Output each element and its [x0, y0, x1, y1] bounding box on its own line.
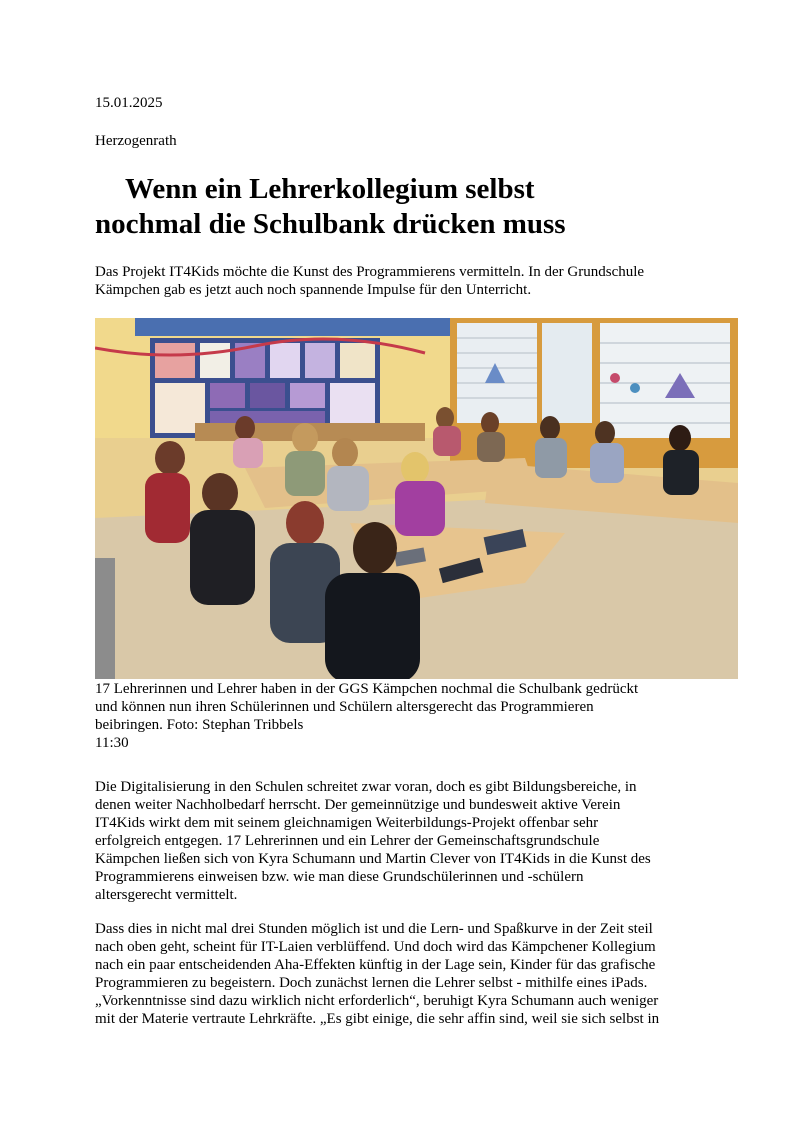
paragraph-1-line: Kämpchen ließen sich von Kyra Schumann und Martin Clever von IT4Kids in die Kunst des [95, 851, 651, 867]
paragraph-2-line: Dass dies in nicht mal drei Stunden möglich ist und die Lern- und Spaßkurve in der Zeit steil [95, 921, 653, 937]
article-lead [95, 263, 735, 299]
caption-line-1: 17 Lehrerinnen und Lehrer haben in der GGS Kämpchen nochmal die Schulbank gedrückt [95, 681, 639, 697]
article-time: 11:30 [95, 735, 129, 751]
caption-line-3: beibringen. Foto: Stephan Tribbels [95, 717, 304, 733]
paragraph-1-line: erfolgreich entgegen. 17 Lehrerinnen und ein Lehrer der Gemeinschaftsgrundschule [95, 833, 600, 849]
body-paragraph-2 [95, 920, 705, 1028]
paragraph-1-line: altersgerecht vermittelt. [95, 887, 238, 903]
article-location: Herzogenrath [95, 133, 177, 149]
paragraph-2-line: nach oben geht, scheint für IT-Laien verblüffend. Und doch wird das Kämpchener Kollegium [95, 939, 656, 955]
headline-line-2: nochmal die Schulbank drücken muss [95, 208, 566, 240]
body-paragraph-1 [95, 778, 705, 904]
paragraph-1-line: Die Digitalisierung in den Schulen schreitet zwar voran, doch es gibt Bildungsbereiche, in [95, 779, 637, 795]
headline-line-1: Wenn ein Lehrerkollegium selbst [125, 173, 535, 205]
paragraph-2-line: nach ein paar entscheidenden Aha-Effekten künftig in der Lage sein, Kinder für das grafische [95, 957, 656, 973]
paragraph-2-line: Programmieren zu begeistern. Doch zunächst lernen die Lehrer selbst - mithilfe eines iPads. [95, 975, 648, 991]
lead-line-1: Das Projekt IT4Kids möchte die Kunst des Programmierens vermitteln. In der Grundschule [95, 264, 645, 280]
lead-line-2: Kämpchen gab es jetzt auch noch spannende Impulse für den Unterricht. [95, 282, 532, 298]
paragraph-1-line: IT4Kids wirkt dem mit seinem gleichnamigen Weiterbildungs-Projekt offenbar sehr [95, 815, 599, 831]
photo-caption [95, 680, 735, 752]
paragraph-2-line: mit der Materie vertraute Lehrkräfte. „Es gibt einige, die sehr affin sind, weil sie sich selbst in [95, 1011, 660, 1027]
article-headline [95, 172, 740, 242]
article-date: 15.01.2025 [95, 95, 163, 111]
caption-line-2: und können nun ihren Schülerinnen und Schülern altersgerecht das Programmieren [95, 699, 594, 715]
paragraph-2-line: „Vorkenntnisse sind dazu wirklich nicht erforderlich“, beruhigt Kyra Schumann auch weniger [95, 993, 659, 1009]
paragraph-1-line: denen weiter Nachholbedarf herrscht. Der gemeinnützige und bundesweit aktive Verein [95, 797, 621, 813]
paragraph-1-line: Programmierens einweisen bzw. wie man diese Grundschülerinnen und -schülern [95, 869, 584, 885]
article-photo [95, 318, 738, 679]
